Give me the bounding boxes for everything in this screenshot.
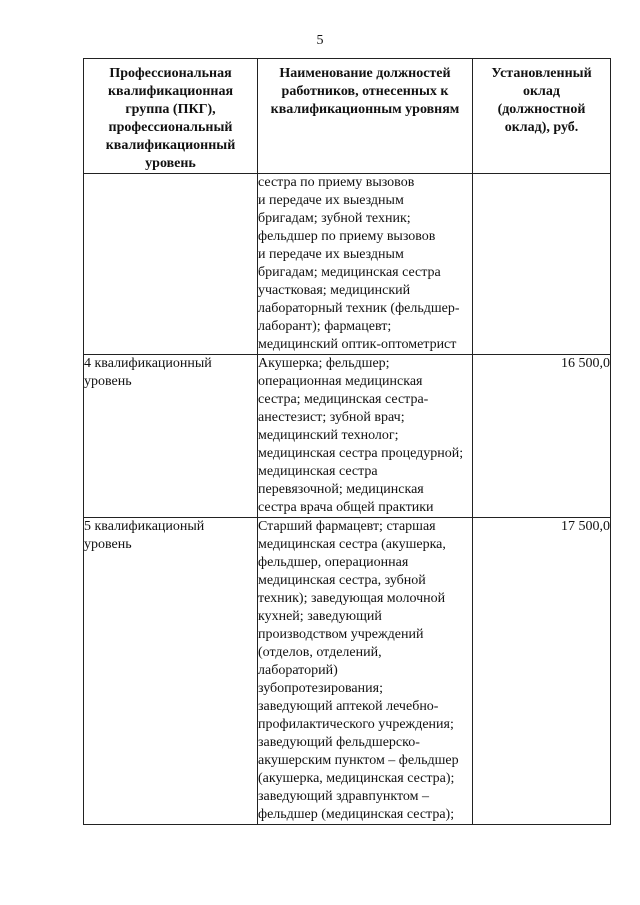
table-row <box>84 355 611 518</box>
group-cell: 4 квалификационный уровень <box>84 355 258 518</box>
table-row <box>84 518 611 825</box>
positions-cell: Старший фармацевт; старшая медицинская сестра (акушерка, фельдшер, операционная медицинская сестра, зубной техник); заведующая молочной кухней; заведующий производством учреждений (отделов, отделений, лабораторий) зубопротезирования; заведующий аптекой лечебно- профилактического учреждения; заведующий фельдшерско- акушерским пунктом – фельдшер (акушерка, медицинская сестра); заведующий здравпунктом – фельдшер (медицинская сестра); <box>258 518 473 825</box>
salary-cell <box>473 174 611 355</box>
table-row <box>84 174 611 355</box>
salary-cell: 16 500,0 <box>473 355 611 518</box>
header-salary: Установленный оклад (должностной оклад), руб. <box>473 59 611 174</box>
header-qualification-group: Профессиональная квалификационная группа (ПКГ), профессиональный квалификационный уровень <box>84 59 258 174</box>
page-number: 5 <box>316 33 324 48</box>
group-cell <box>84 174 258 355</box>
positions-cell: сестра по приему вызовов и передаче их выездным бригадам; зубной техник; фельдшер по приему вызовов и передаче их выездным бригадам; медицинская сестра участковая; медицинский лабораторный техник (фельдшер- лаборант); фармацевт; медицинский оптик-оптометрист <box>258 174 473 355</box>
group-cell: 5 квалификационый уровень <box>84 518 258 825</box>
positions-cell: Акушерка; фельдшер; операционная медицинская сестра; медицинская сестра- анестезист; зубной врач; медицинский технолог; медицинская сестра процедурной; медицинская сестра перевязочной; медицинская сестра врача общей практики <box>258 355 473 518</box>
salary-table <box>83 58 611 825</box>
table-header-row <box>84 59 611 174</box>
salary-cell: 17 500,0 <box>473 518 611 825</box>
header-positions: Наименование должностей работников, отнесенных к квалификационным уровням <box>258 59 473 174</box>
